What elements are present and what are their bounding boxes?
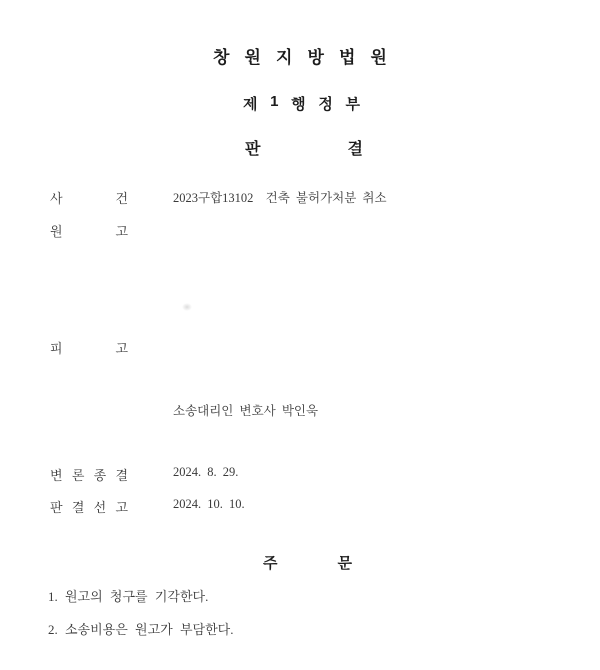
case-label: 사 건 xyxy=(50,191,128,206)
order-item: 2. 소송비용은 원고가 부담한다. xyxy=(48,622,234,637)
judgment-date-label: 판 결 선 고 xyxy=(50,500,128,515)
division-heading: 제 1 행 정 부 xyxy=(243,93,360,113)
order-item: 1. 원고의 청구를 기각한다. xyxy=(48,589,209,604)
hearing-closed-label: 변 론 종 결 xyxy=(50,468,128,483)
plaintiff-label: 원 고 xyxy=(50,224,128,239)
defendant-label: 피 고 xyxy=(50,341,128,356)
order-section-heading: 주 문 xyxy=(263,555,352,572)
attorney-line: 소송대리인 변호사 박인욱 xyxy=(173,404,319,418)
judgment-title-heading: 판 결 xyxy=(245,141,363,158)
court-name-heading: 창 원 지 방 법 원 xyxy=(213,48,387,67)
scan-artifact xyxy=(182,303,192,311)
judgment-date-value: 2024. 10. 10. xyxy=(173,497,245,511)
case-number-value: 2023구합13102 건축 불허가처분 취소 xyxy=(173,191,387,205)
hearing-closed-date: 2024. 8. 29. xyxy=(173,465,239,479)
